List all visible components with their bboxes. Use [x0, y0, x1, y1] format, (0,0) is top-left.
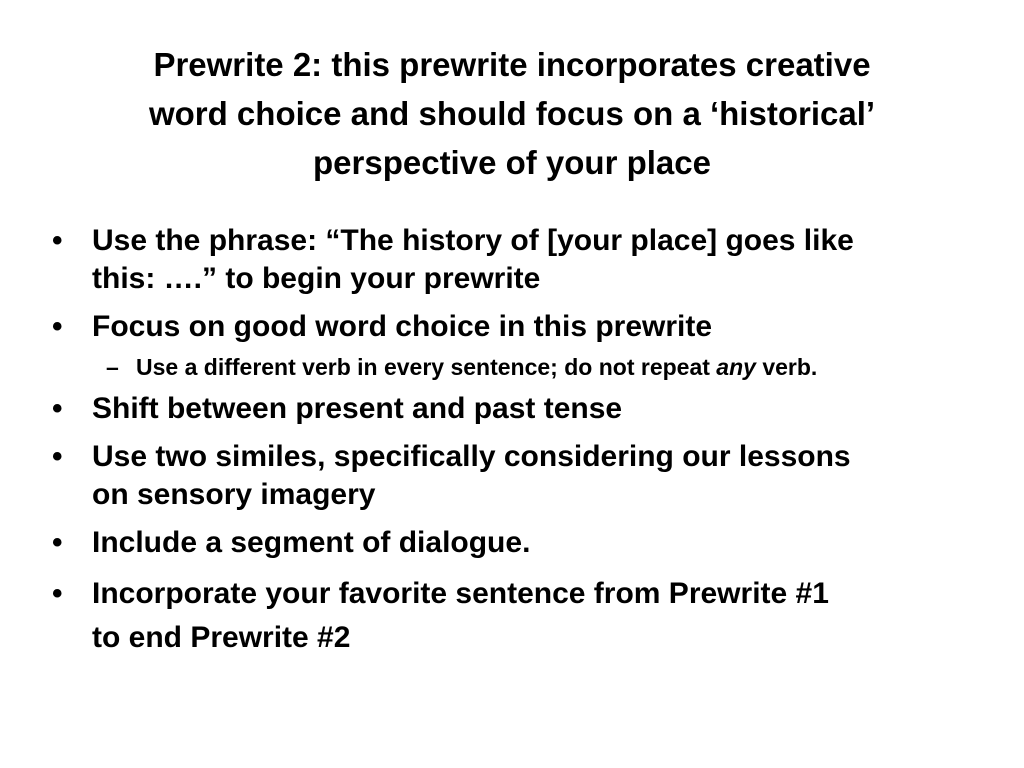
- bullet-item-dialogue: [50, 524, 990, 562]
- title-line-2: word choice and should focus on a ‘historical’: [148, 95, 876, 132]
- bullet-icon: •: [52, 224, 63, 257]
- title-line-3: perspective of your place: [313, 144, 711, 181]
- bullet-icon: •: [52, 310, 63, 343]
- bullet-item-similes: [50, 438, 990, 514]
- bullet-text-line: Use the phrase: “The history of [your place] goes like: [92, 224, 854, 257]
- slide-title: [80, 40, 944, 187]
- sub-bullet-text: [136, 354, 817, 380]
- bullet-item-word-choice: [50, 308, 990, 346]
- sub-bullet-item-verbs: [50, 352, 990, 382]
- sub-bullet-text-end: verb.: [755, 354, 818, 380]
- bullet-icon: •: [52, 577, 63, 610]
- bullet-icon: •: [52, 392, 63, 425]
- bullet-text-line: Use two similes, specifically considering our lessons: [92, 440, 851, 473]
- bullet-item-favorite-sentence: [50, 572, 990, 660]
- bullet-text-line: Shift between present and past tense: [92, 392, 623, 425]
- bullet-item-history-phrase: [50, 222, 990, 298]
- bullet-item-tense: [50, 390, 990, 428]
- title-line-1: Prewrite 2: this prewrite incorporates creative: [153, 46, 871, 83]
- bullet-text-line: this: ….” to begin your prewrite: [92, 262, 541, 295]
- bullet-icon: •: [52, 440, 63, 473]
- bullet-list: [50, 222, 990, 670]
- bullet-text-line: on sensory imagery: [92, 478, 376, 511]
- bullet-text-line: Include a segment of dialogue.: [92, 526, 531, 559]
- bullet-text-line: to end Prewrite #2: [92, 621, 351, 654]
- sub-bullet-emphasis: any: [716, 354, 756, 380]
- bullet-text-line: Incorporate your favorite sentence from Prewrite #1: [92, 577, 829, 610]
- bullet-icon: •: [52, 526, 63, 559]
- bullet-text-line: Focus on good word choice in this prewrite: [92, 310, 713, 343]
- sub-bullet-text-start: Use a different verb in every sentence; do not repeat: [136, 354, 717, 380]
- dash-icon: –: [106, 354, 119, 380]
